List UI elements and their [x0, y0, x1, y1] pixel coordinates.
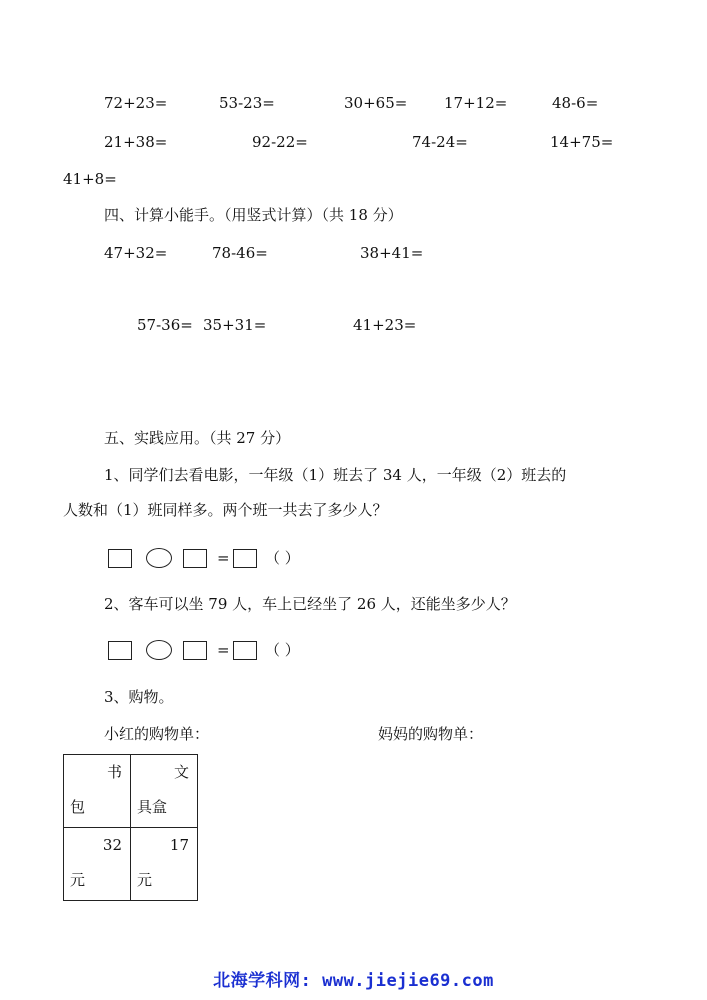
answer-box[interactable] — [108, 641, 132, 660]
vertical-35-31: 35+31= — [203, 316, 267, 334]
expr-21-38: 21+38= — [104, 133, 168, 151]
operator-oval[interactable] — [146, 548, 172, 568]
shopping-table — [63, 754, 198, 901]
cell-text: 32 — [102, 836, 122, 854]
expr-48-6: 48-6= — [552, 94, 599, 112]
q2-text: 2、客车可以坐 79 人，车上已经坐了 26 人，还能坐多少人？ — [104, 595, 516, 613]
answer-box[interactable] — [108, 549, 132, 568]
xiaohong-list-label: 小红的购物单： — [104, 725, 210, 743]
expr-72-23: 72+23= — [104, 94, 168, 112]
vertical-38-41: 38+41= — [360, 244, 424, 262]
vertical-41-23: 41+23= — [353, 316, 417, 334]
section4-heading: 四、计算小能手。（用竖式计算）（共 18 分） — [104, 206, 403, 224]
cell-text: 文 — [173, 763, 189, 781]
vertical-78-46: 78-46= — [212, 244, 268, 262]
table-cell-pencil-box-price — [131, 828, 198, 901]
equals-sign: = — [217, 549, 230, 567]
answer-box[interactable] — [233, 549, 257, 568]
operator-oval[interactable] — [146, 640, 172, 660]
expr-41-8: 41+8= — [63, 170, 117, 188]
table-cell-pencil-box — [131, 755, 198, 828]
cell-text: 元 — [137, 871, 153, 889]
expr-30-65: 30+65= — [344, 94, 408, 112]
expr-74-24: 74-24= — [412, 133, 468, 151]
site-footer[interactable]: 北海学科网: www.jiejie69.com — [213, 971, 494, 991]
table-row — [64, 828, 198, 901]
expr-53-23: 53-23= — [219, 94, 275, 112]
section5-heading: 五、实践应用。（共 27 分） — [104, 429, 291, 447]
unit-paren[interactable]: （ ） — [265, 641, 300, 659]
answer-box[interactable] — [183, 641, 207, 660]
table-row — [64, 755, 198, 828]
cell-text: 17 — [169, 836, 189, 854]
cell-text: 包 — [70, 798, 86, 816]
vertical-57-36: 57-36= — [137, 316, 193, 334]
expr-17-12: 17+12= — [444, 94, 508, 112]
q3-text: 3、购物。 — [104, 688, 174, 706]
cell-text: 元 — [70, 871, 86, 889]
cell-text: 书 — [106, 763, 122, 781]
q1-text-line1: 1、同学们去看电影，一年级（1）班去了 34 人，一年级（2）班去的 — [104, 466, 567, 484]
expr-14-75: 14+75= — [550, 133, 614, 151]
vertical-47-32: 47+32= — [104, 244, 168, 262]
q1-text-line2: 人数和（1）班同样多。两个班一共去了多少人？ — [63, 501, 388, 519]
mom-list-label: 妈妈的购物单： — [378, 725, 484, 743]
equals-sign: = — [217, 641, 230, 659]
answer-box[interactable] — [233, 641, 257, 660]
table-cell-bag-price — [64, 828, 131, 901]
cell-text: 具盒 — [137, 798, 168, 816]
table-cell-bag — [64, 755, 131, 828]
answer-box[interactable] — [183, 549, 207, 568]
expr-92-22: 92-22= — [252, 133, 308, 151]
unit-paren[interactable]: （ ） — [265, 549, 300, 567]
